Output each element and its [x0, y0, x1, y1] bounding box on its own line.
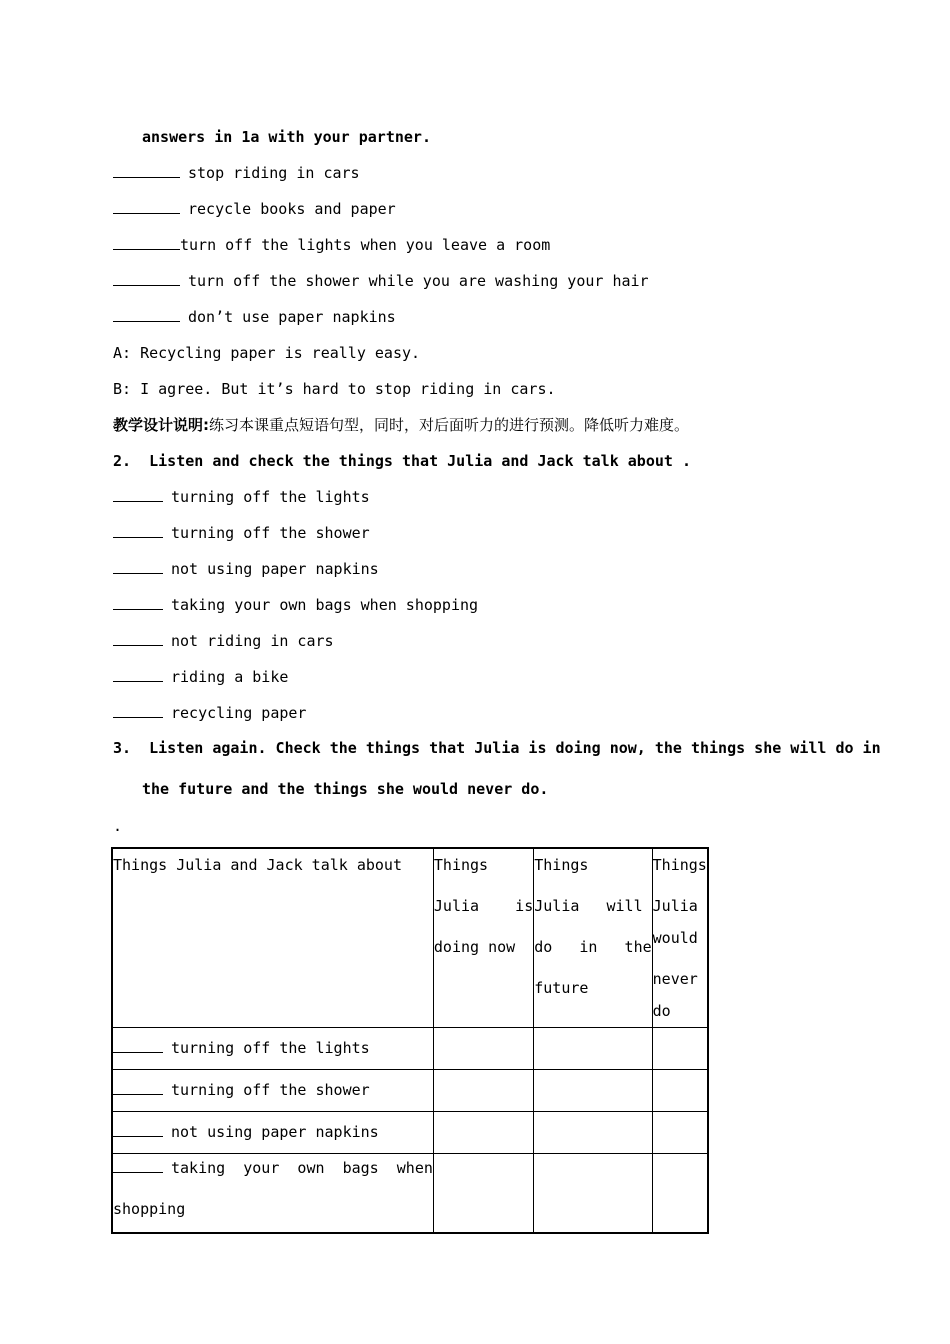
- item-text: riding a bike: [171, 668, 289, 686]
- exercise2-item: [113, 595, 478, 615]
- exercise3-title-line2: the future and the things she would never do.: [142, 780, 549, 798]
- header-text: Julia is: [433, 897, 534, 915]
- checklist-table: [111, 847, 709, 1234]
- stray-dot: .: [113, 817, 123, 835]
- check-cell[interactable]: [652, 1070, 708, 1112]
- answer-blank[interactable]: [113, 523, 163, 538]
- exercise2-item: [113, 559, 379, 579]
- intro-line: answers in 1a with your partner.: [142, 128, 431, 146]
- table-header-row: [112, 848, 708, 1028]
- check-cell[interactable]: [534, 1112, 652, 1154]
- exercise1-item: [113, 307, 396, 327]
- table-row: [112, 1028, 708, 1070]
- check-cell[interactable]: [652, 1112, 708, 1154]
- header-cell-doing-now: [433, 848, 533, 1028]
- table-row: [112, 1070, 708, 1112]
- check-cell[interactable]: [433, 1112, 533, 1154]
- header-text: Things: [652, 856, 707, 874]
- header-text: Julia would: [652, 897, 698, 947]
- exercise2-title: 2. Listen and check the things that Julia and Jack talk about .: [113, 452, 691, 470]
- answer-blank[interactable]: [113, 667, 163, 682]
- header-text: Julia will: [534, 897, 643, 915]
- design-note: [113, 415, 689, 435]
- header-text: doing now: [433, 938, 516, 956]
- topic-cell: [112, 1070, 433, 1112]
- item-text: turn off the shower while you are washing your hair: [188, 272, 649, 290]
- item-text: not riding in cars: [171, 632, 334, 650]
- item-text: turning off the shower: [171, 524, 370, 542]
- answer-blank[interactable]: [113, 307, 180, 322]
- answer-blank[interactable]: [113, 1158, 163, 1173]
- exercise2-item: [113, 523, 370, 543]
- answer-blank[interactable]: [113, 559, 163, 574]
- exercise2-item: [113, 631, 334, 651]
- answer-blank[interactable]: [113, 1122, 163, 1137]
- item-text: recycle books and paper: [188, 200, 396, 218]
- design-note-text: 练习本课重点短语句型，同时，对后面听力的进行预测。降低听力难度。: [209, 416, 690, 434]
- dialogue-line-b: B: I agree. But it’s hard to stop riding in cars.: [113, 380, 556, 398]
- topic-text: not using paper napkins: [171, 1123, 379, 1141]
- design-note-label: 教学设计说明:: [113, 416, 209, 434]
- header-text: do in the: [534, 938, 652, 956]
- header-cell-topics: [112, 848, 433, 1028]
- exercise1-item: [113, 199, 396, 219]
- check-cell[interactable]: [433, 1070, 533, 1112]
- dialogue-line-a: A: Recycling paper is really easy.: [113, 344, 421, 362]
- header-cell-future: [534, 848, 652, 1028]
- table-row: [112, 1112, 708, 1154]
- header-text: Things: [433, 856, 489, 874]
- exercise1-item: [113, 235, 550, 255]
- exercise3-title-line1: 3. Listen again. Check the things that Julia is doing now, the things she will do in: [113, 739, 881, 757]
- table-row: [112, 1154, 708, 1234]
- answer-blank[interactable]: [113, 595, 163, 610]
- topic-text: turning off the shower: [171, 1081, 370, 1099]
- answer-blank[interactable]: [113, 163, 180, 178]
- answer-blank[interactable]: [113, 487, 163, 502]
- check-cell[interactable]: [534, 1070, 652, 1112]
- check-cell[interactable]: [534, 1154, 652, 1234]
- answer-blank[interactable]: [113, 271, 180, 286]
- answer-blank[interactable]: [113, 199, 180, 214]
- exercise2-item: [113, 703, 306, 723]
- answer-blank[interactable]: [113, 1080, 163, 1095]
- topic-cell: [112, 1154, 433, 1234]
- check-cell[interactable]: [652, 1154, 708, 1234]
- topic-text: taking your own bags when: [171, 1159, 433, 1177]
- exercise2-item: [113, 487, 370, 507]
- header-cell-never: [652, 848, 708, 1028]
- header-text: Things: [534, 856, 589, 874]
- item-text: turn off the lights when you leave a room: [180, 236, 551, 254]
- item-text: recycling paper: [171, 704, 307, 722]
- item-text: taking your own bags when shopping: [171, 596, 479, 614]
- item-text: stop riding in cars: [188, 164, 360, 182]
- answer-blank[interactable]: [113, 631, 163, 646]
- answer-blank[interactable]: [113, 235, 180, 250]
- check-cell[interactable]: [534, 1028, 652, 1070]
- item-text: turning off the lights: [171, 488, 370, 506]
- topic-text-continued: shopping: [113, 1200, 186, 1218]
- topic-cell: [112, 1112, 433, 1154]
- header-text: future: [534, 979, 589, 997]
- check-cell[interactable]: [433, 1028, 533, 1070]
- header-topics-text: Things Julia and Jack talk about: [113, 856, 402, 874]
- item-text: not using paper napkins: [171, 560, 379, 578]
- header-text: never do: [652, 970, 698, 1020]
- check-cell[interactable]: [433, 1154, 533, 1234]
- answer-blank[interactable]: [113, 703, 163, 718]
- exercise2-item: [113, 667, 288, 687]
- answer-blank[interactable]: [113, 1038, 163, 1053]
- exercise1-item: [113, 163, 360, 183]
- topic-cell: [112, 1028, 433, 1070]
- item-text: don’t use paper napkins: [188, 308, 396, 326]
- check-cell[interactable]: [652, 1028, 708, 1070]
- topic-text: turning off the lights: [171, 1039, 370, 1057]
- exercise1-item: [113, 271, 649, 291]
